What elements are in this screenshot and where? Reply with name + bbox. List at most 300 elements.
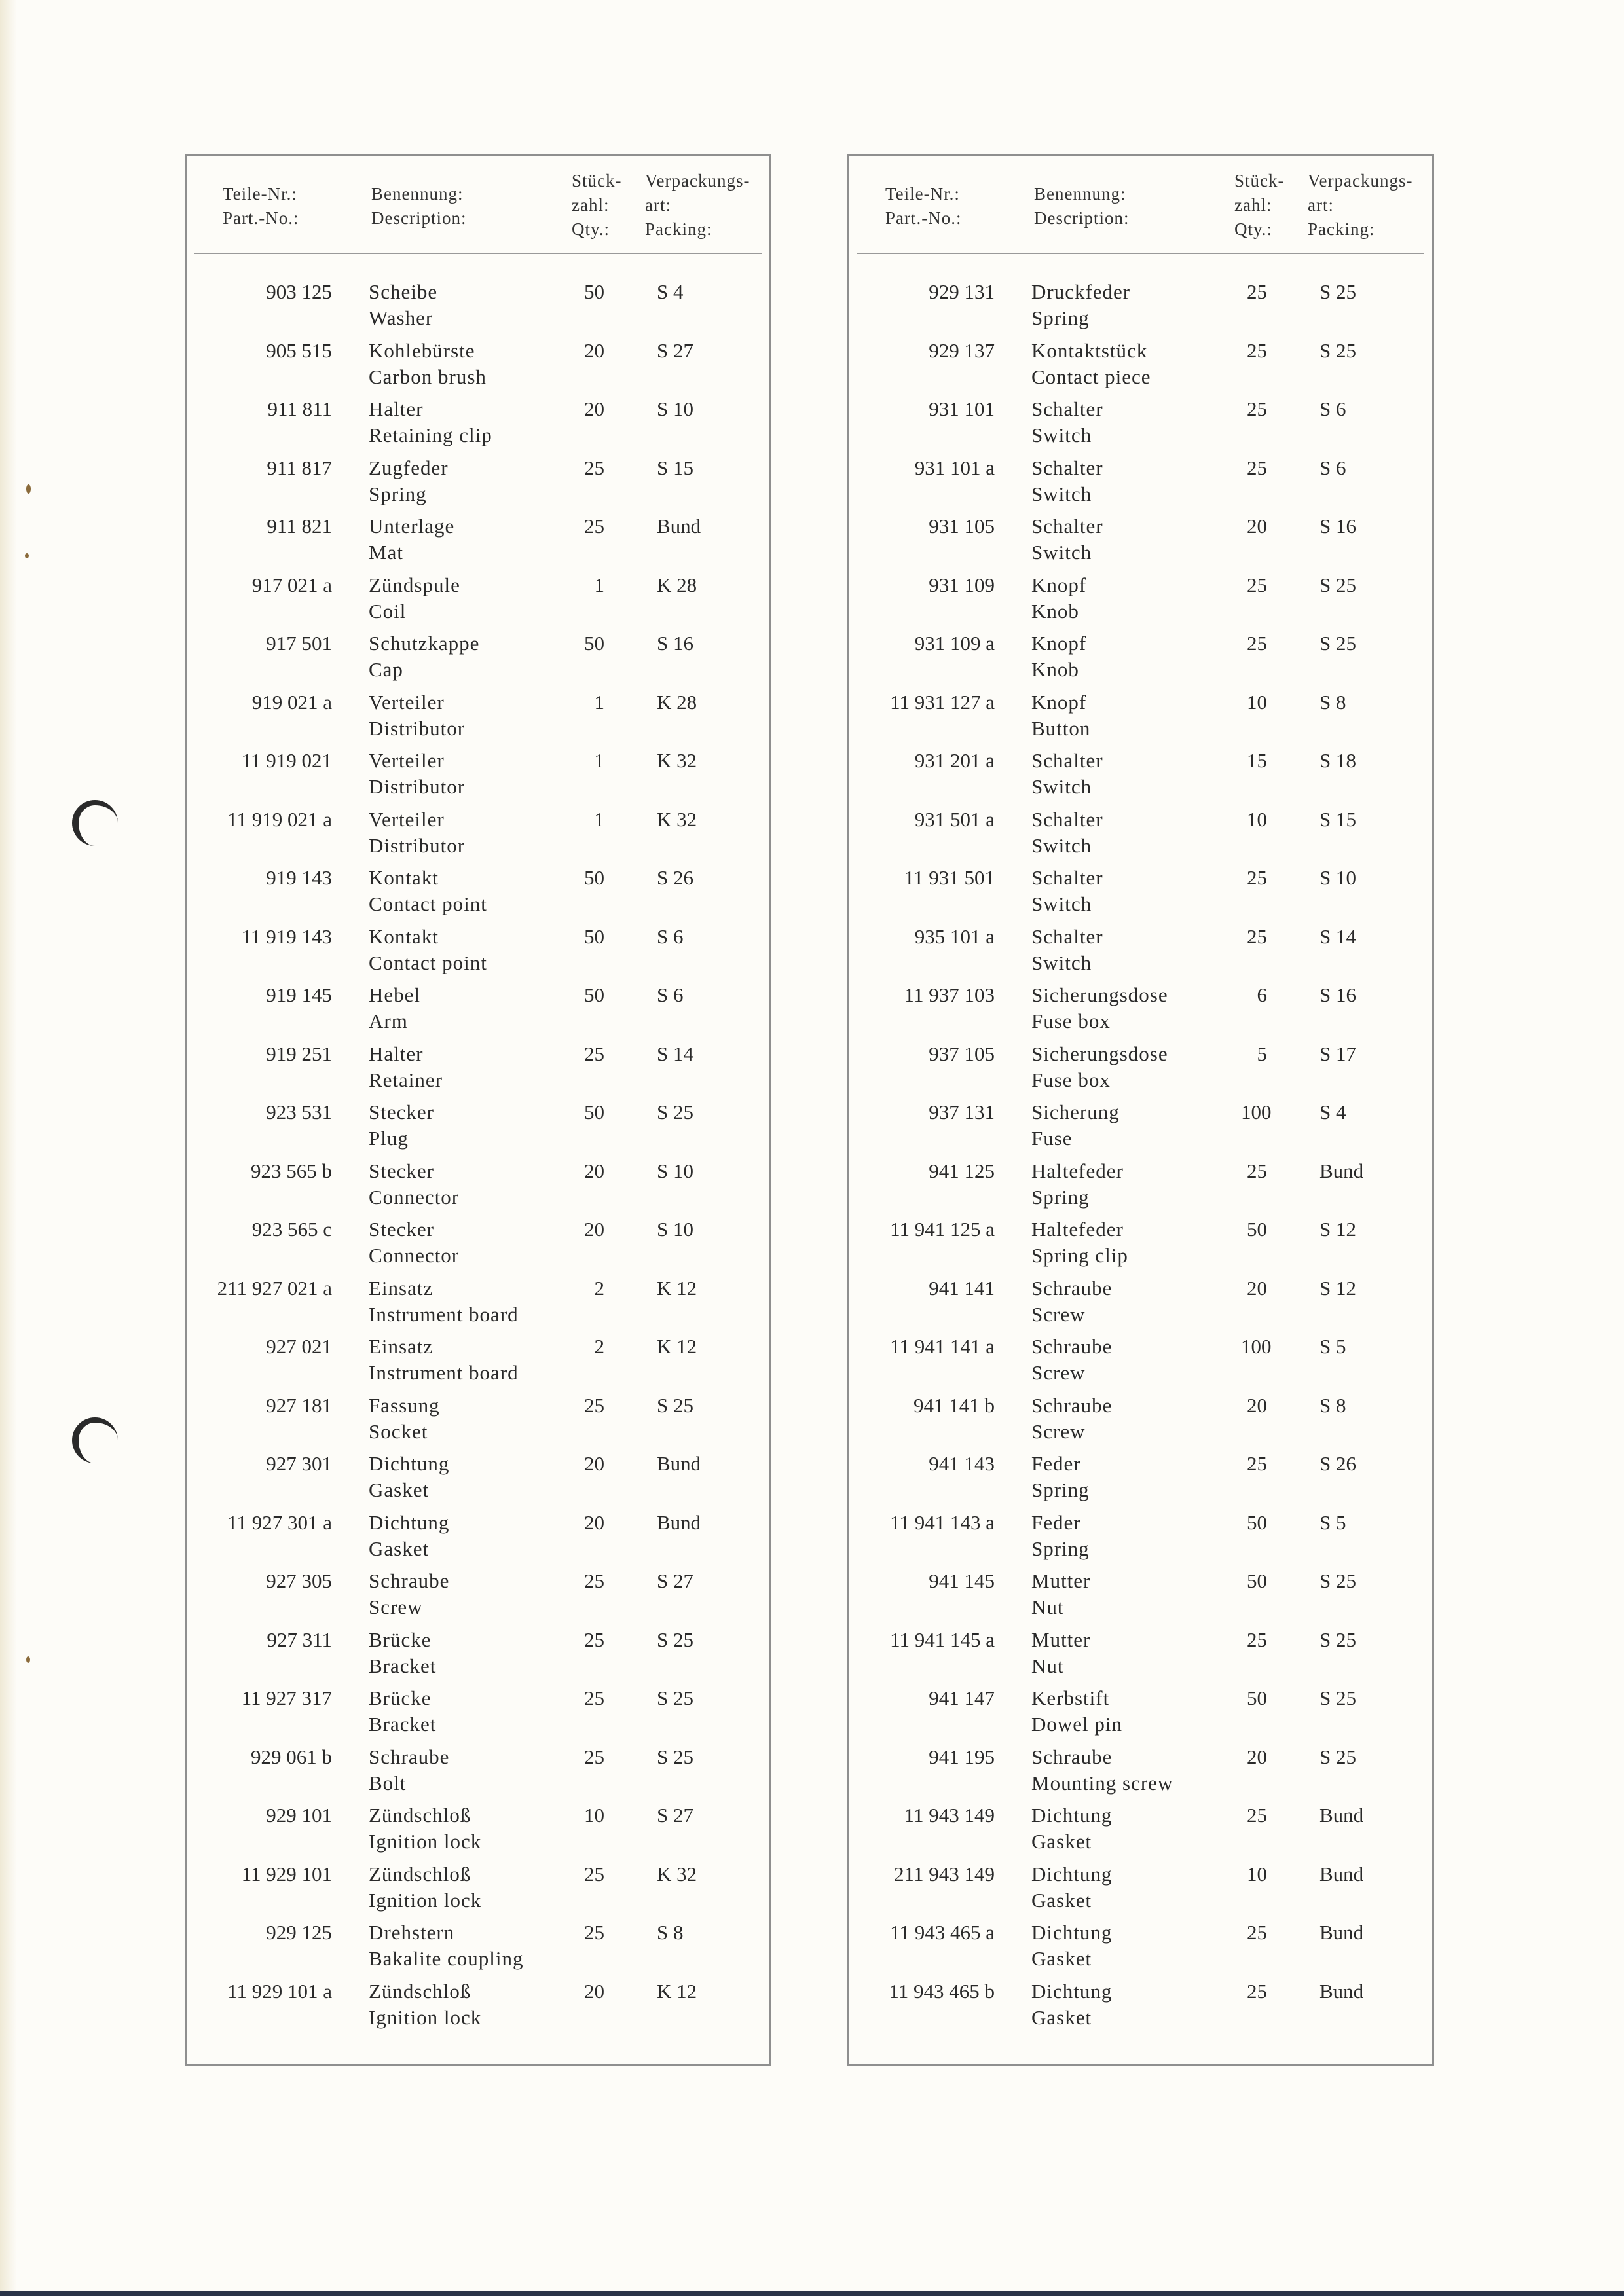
part-number: 927 305 (266, 1569, 332, 1592)
part-number: 919 251 (266, 1042, 332, 1065)
packing: S 25 (1320, 573, 1356, 596)
packing: K 12 (657, 1335, 697, 1358)
table-row (187, 865, 769, 924)
header-qty-label-3: Qty.: (572, 219, 610, 239)
description-en: Ignition lock (369, 1830, 482, 1853)
description-de: Schalter (1031, 515, 1103, 538)
quantity: 25 (584, 456, 604, 479)
quantity: 25 (584, 1686, 604, 1709)
description-de: Schraube (1031, 1276, 1113, 1300)
punch-hole-upper (72, 800, 118, 846)
description-de: Dichtung (369, 1510, 450, 1534)
description-de: Stecker (369, 1218, 434, 1241)
description (1031, 1627, 1247, 1679)
description (369, 1861, 585, 1914)
description (369, 1802, 585, 1855)
part-number: 931 501 a (914, 807, 995, 831)
quantity: 25 (1247, 338, 1267, 362)
packing: S 12 (1320, 1218, 1356, 1241)
quantity: 25 (584, 1921, 604, 1944)
description-de: Schalter (1031, 456, 1103, 479)
description-de: Schraube (369, 1569, 450, 1592)
packing: Bund (657, 515, 701, 538)
quantity: 50 (584, 1101, 604, 1123)
description (369, 279, 585, 331)
description (1031, 1568, 1247, 1620)
packing: K 28 (657, 690, 697, 714)
part-number: 931 101 a (914, 456, 995, 479)
table-row (849, 1099, 1432, 1158)
packing: K 12 (657, 1979, 697, 2003)
description-de: Knopf (1031, 573, 1087, 596)
packing: Bund (657, 1452, 701, 1475)
part-number: 211 927 021 a (217, 1276, 332, 1300)
quantity: 10 (1247, 1862, 1267, 1886)
quantity: 50 (584, 866, 604, 889)
packing: S 25 (1320, 1628, 1356, 1651)
quantity: 10 (584, 1804, 604, 1827)
quantity: 1 (594, 573, 604, 596)
packing: S 25 (1320, 280, 1356, 303)
description-de: Druckfeder (1031, 280, 1131, 303)
parts-table-right (847, 154, 1434, 2066)
part-number: 911 821 (267, 515, 332, 538)
quantity: 25 (584, 1628, 604, 1651)
description-de: Brücke (369, 1628, 432, 1651)
packing: S 16 (1320, 983, 1356, 1006)
part-number: 11 919 143 (241, 924, 332, 948)
part-number: 927 301 (266, 1452, 332, 1475)
description-de: Verteiler (369, 690, 445, 714)
packing: S 25 (1320, 632, 1356, 655)
part-number: 941 125 (929, 1159, 995, 1182)
description-de: Zündschloß (369, 1862, 471, 1886)
part-number: 11 937 103 (904, 983, 995, 1006)
packing: S 8 (1320, 1393, 1346, 1417)
description-de: Schutzkappe (369, 632, 480, 655)
description (369, 455, 585, 507)
part-number: 931 201 a (914, 749, 995, 772)
description-de: Schraube (1031, 1745, 1113, 1768)
header-divider (194, 253, 762, 254)
header-pack-label-1: Verpackungs- (1308, 171, 1413, 191)
table-row (849, 1861, 1432, 1920)
packing: S 4 (1320, 1101, 1346, 1123)
quantity: 10 (1247, 807, 1267, 831)
header-packing (1308, 169, 1412, 242)
description-en: Instrument board (369, 1361, 519, 1384)
header-desc-label-de: Benennung: (371, 184, 464, 204)
part-number: 11 941 145 a (890, 1628, 995, 1651)
description-en: Cap (369, 658, 403, 681)
description-de: Verteiler (369, 749, 445, 772)
description (369, 630, 585, 683)
punch-hole-lower (72, 1417, 118, 1463)
packing: S 8 (1320, 690, 1346, 714)
header-pack-label-2: art: (645, 195, 671, 215)
description-de: Kontakt (369, 866, 439, 889)
description (369, 1393, 585, 1445)
table-row (849, 1627, 1432, 1686)
table-row (849, 1978, 1432, 2037)
part-number: 931 105 (929, 515, 995, 538)
packing: S 10 (657, 1159, 693, 1182)
description-de: Schraube (1031, 1335, 1113, 1358)
quantity: 25 (1247, 573, 1267, 596)
description-en: Distributor (369, 716, 466, 740)
description (1031, 807, 1247, 859)
description-en: Connector (369, 1244, 460, 1267)
table-row (849, 1685, 1432, 1744)
part-number: 911 811 (267, 397, 332, 420)
header-description (371, 182, 466, 230)
header-part-number (223, 182, 299, 230)
quantity: 50 (584, 924, 604, 948)
description-de: Mutter (1031, 1569, 1091, 1592)
quantity: 25 (1247, 1628, 1267, 1651)
description (1031, 1158, 1247, 1211)
part-number: 929 061 b (251, 1745, 332, 1768)
table-row (849, 807, 1432, 866)
description-en: Distributor (369, 775, 466, 798)
table-row (187, 1802, 769, 1861)
description-de: Dichtung (369, 1452, 450, 1475)
description-de: Knopf (1031, 632, 1087, 655)
quantity: 25 (1247, 924, 1267, 948)
part-number: 929 125 (266, 1921, 332, 1944)
description-en: Spring (369, 482, 427, 505)
description-de: Zugfeder (369, 456, 449, 479)
description (1031, 396, 1247, 448)
description-de: Zündschloß (369, 1804, 471, 1827)
description-en: Switch (1031, 951, 1092, 974)
part-number: 919 145 (266, 983, 332, 1006)
quantity: 20 (584, 1218, 604, 1241)
quantity: 1 (594, 749, 604, 772)
description-en: Switch (1031, 775, 1092, 798)
part-number: 11 927 317 (241, 1686, 332, 1709)
table-row (187, 1627, 769, 1686)
packing: S 25 (1320, 1745, 1356, 1768)
part-number: 931 109 (929, 573, 995, 596)
packing: S 10 (657, 397, 693, 420)
header-part-label-de: Teile-Nr.: (885, 184, 960, 204)
table-row (849, 1041, 1432, 1100)
description-de: Dichtung (1031, 1862, 1113, 1886)
description-en: Ignition lock (369, 2005, 482, 2029)
table-row (849, 455, 1432, 514)
description-en: Spring (1031, 1185, 1090, 1209)
description-en: Bakalite coupling (369, 1947, 524, 1970)
table-row (187, 1041, 769, 1100)
table-row (849, 689, 1432, 748)
packing: K 32 (657, 807, 697, 831)
table-row (849, 982, 1432, 1041)
header-quantity (572, 169, 622, 242)
table-row (849, 865, 1432, 924)
part-number: 919 143 (266, 866, 332, 889)
description-de: Dichtung (1031, 1979, 1113, 2003)
quantity: 50 (1247, 1686, 1267, 1709)
description-en: Retaining clip (369, 424, 492, 446)
part-number: 927 021 (266, 1335, 332, 1358)
table-row (849, 924, 1432, 983)
description-en: Screw (1031, 1361, 1086, 1384)
quantity: 25 (1247, 1804, 1267, 1827)
description (1031, 513, 1247, 566)
part-number: 941 145 (929, 1569, 995, 1592)
quantity: 20 (1247, 1393, 1267, 1417)
header-part-label-en: Part.-No.: (885, 208, 962, 228)
description (1031, 1802, 1247, 1855)
description-de: Zündschloß (369, 1979, 471, 2003)
part-number: 11 941 143 a (890, 1510, 995, 1534)
packing: S 16 (657, 632, 693, 655)
table-row (187, 1334, 769, 1393)
description-de: Fassung (369, 1393, 440, 1417)
description-en: Arm (369, 1010, 408, 1032)
quantity: 100 (1241, 1335, 1272, 1358)
packing: S 27 (657, 338, 693, 362)
quantity: 50 (584, 632, 604, 655)
part-number: 941 147 (929, 1686, 995, 1709)
header-part-number (885, 182, 961, 230)
table-row (187, 982, 769, 1041)
description-de: Sicherungsdose (1031, 983, 1168, 1006)
packing: S 6 (657, 924, 684, 948)
description (1031, 1216, 1247, 1269)
part-number: 917 501 (266, 632, 332, 655)
part-number: 923 565 c (251, 1218, 332, 1241)
header-part-label-de: Teile-Nr.: (223, 184, 297, 204)
packing: S 27 (657, 1804, 693, 1827)
packing: S 14 (1320, 924, 1356, 948)
description-de: Einsatz (369, 1335, 434, 1358)
table-row (187, 1451, 769, 1510)
packing: S 15 (657, 456, 693, 479)
description-en: Bracket (369, 1713, 437, 1736)
table-row (849, 1920, 1432, 1978)
description (369, 807, 585, 859)
rows-right (849, 279, 1432, 2037)
part-number: 929 131 (929, 280, 995, 303)
page-edge-shadow (0, 0, 17, 2296)
description-en: Carbon brush (369, 365, 487, 388)
header-divider (857, 253, 1424, 254)
table-row (849, 1744, 1432, 1803)
description (369, 1978, 585, 2031)
table-row (849, 1334, 1432, 1393)
packing: S 26 (657, 866, 693, 889)
description-en: Nut (1031, 1654, 1064, 1677)
table-row (849, 572, 1432, 631)
description-de: Schalter (1031, 807, 1103, 831)
description-de: Scheibe (369, 280, 438, 303)
quantity: 20 (1247, 1276, 1267, 1300)
part-number: 11 943 465 b (889, 1979, 995, 2003)
packing: S 5 (1320, 1335, 1346, 1358)
scan-bottom-edge (0, 2291, 1624, 2296)
description-en: Mounting screw (1031, 1771, 1173, 1795)
part-number: 927 181 (266, 1393, 332, 1417)
description (1031, 1451, 1247, 1503)
header-description (1034, 182, 1129, 230)
description (369, 572, 585, 625)
description-de: Sicherung (1031, 1101, 1120, 1123)
description (369, 1744, 585, 1796)
description-de: Stecker (369, 1159, 434, 1182)
description-de: Schalter (1031, 397, 1103, 420)
header-desc-label-en: Description: (371, 208, 467, 228)
quantity: 25 (1247, 1979, 1267, 2003)
header-pack-label-3: Packing: (1308, 219, 1375, 239)
table-row (849, 279, 1432, 338)
packing: S 17 (1320, 1042, 1356, 1065)
description (1031, 748, 1247, 800)
quantity: 25 (1247, 1159, 1267, 1182)
description (369, 1334, 585, 1386)
description (369, 338, 585, 390)
description-de: Kontaktstück (1031, 338, 1148, 362)
quantity: 25 (1247, 456, 1267, 479)
description (1031, 1041, 1247, 1093)
description-de: Dichtung (1031, 1921, 1113, 1944)
table-row (849, 748, 1432, 807)
part-number: 917 021 a (251, 573, 332, 596)
table-row (187, 924, 769, 983)
paper-speck (26, 1656, 30, 1663)
part-number: 11 931 127 a (890, 690, 995, 714)
description (369, 1099, 585, 1152)
packing: Bund (1320, 1862, 1364, 1886)
part-number: 11 941 141 a (890, 1335, 995, 1358)
description (369, 982, 585, 1034)
description-de: Halter (369, 1042, 424, 1065)
quantity: 25 (1247, 1452, 1267, 1475)
quantity: 15 (1247, 749, 1267, 772)
packing: S 6 (1320, 397, 1346, 420)
part-number: 941 143 (929, 1452, 995, 1475)
description-en: Contact point (369, 892, 487, 915)
table-row (849, 513, 1432, 572)
description (369, 1158, 585, 1211)
parts-table-left (185, 154, 771, 2066)
description-en: Washer (369, 306, 434, 329)
description-de: Schalter (1031, 749, 1103, 772)
description (1031, 455, 1247, 507)
description (1031, 338, 1247, 390)
table-row (187, 279, 769, 338)
description-en: Spring (1031, 306, 1090, 329)
packing: S 4 (657, 280, 684, 303)
table-row (187, 807, 769, 866)
description-en: Gasket (1031, 1888, 1092, 1912)
header-pack-label-1: Verpackungs- (645, 171, 750, 191)
quantity: 6 (1257, 983, 1267, 1006)
header-quantity (1234, 169, 1285, 242)
table-row (187, 1861, 769, 1920)
quantity: 20 (584, 338, 604, 362)
description-en: Retainer (369, 1068, 443, 1091)
part-number: 937 105 (929, 1042, 995, 1065)
description-en: Spring clip (1031, 1244, 1128, 1267)
quantity: 20 (584, 1452, 604, 1475)
table-row (849, 1393, 1432, 1451)
packing: S 6 (657, 983, 684, 1006)
rows-left (187, 279, 769, 2037)
quantity: 50 (1247, 1569, 1267, 1592)
description-de: Stecker (369, 1101, 434, 1123)
table-row (849, 1802, 1432, 1861)
part-number: 937 131 (929, 1101, 995, 1123)
description-en: Gasket (1031, 1947, 1092, 1970)
description (1031, 279, 1247, 331)
table-row (187, 1685, 769, 1744)
quantity: 25 (1247, 1921, 1267, 1944)
packing: K 32 (657, 1862, 697, 1886)
description (369, 689, 585, 742)
description-de: Schalter (1031, 866, 1103, 889)
description-en: Nut (1031, 1595, 1064, 1618)
description-en: Switch (1031, 892, 1092, 915)
table-row (187, 1568, 769, 1627)
part-number: 923 531 (266, 1101, 332, 1123)
packing: K 32 (657, 749, 697, 772)
description (369, 1685, 585, 1738)
description (1031, 1275, 1247, 1328)
part-number: 919 021 a (251, 690, 332, 714)
description (1031, 1744, 1247, 1796)
part-number: 927 311 (267, 1628, 332, 1651)
table-row (187, 1920, 769, 1978)
quantity: 25 (584, 515, 604, 538)
description-de: Hebel (369, 983, 421, 1006)
table-row (187, 1275, 769, 1334)
packing: S 8 (657, 1921, 684, 1944)
part-number: 11 919 021 (241, 749, 332, 772)
description-de: Knopf (1031, 690, 1087, 714)
quantity: 20 (584, 1159, 604, 1182)
description-de: Kontakt (369, 924, 439, 948)
description (1031, 1099, 1247, 1152)
table-row (187, 572, 769, 631)
description-de: Kerbstift (1031, 1686, 1110, 1709)
quantity: 50 (1247, 1510, 1267, 1534)
quantity: 25 (1247, 866, 1267, 889)
packing: S 27 (657, 1569, 693, 1592)
quantity: 50 (584, 983, 604, 1006)
table-row (849, 338, 1432, 397)
description-de: Kohlebürste (369, 338, 475, 362)
description-en: Screw (369, 1595, 423, 1618)
description-en: Connector (369, 1185, 460, 1209)
description-en: Gasket (1031, 2005, 1092, 2029)
quantity: 5 (1257, 1042, 1267, 1065)
description (369, 924, 585, 976)
description-en: Distributor (369, 833, 466, 857)
description-de: Verteiler (369, 807, 445, 831)
table-row (187, 338, 769, 397)
part-number: 11 943 465 a (890, 1921, 995, 1944)
description-en: Spring (1031, 1478, 1090, 1501)
packing: S 25 (1320, 1569, 1356, 1592)
description-en: Fuse box (1031, 1068, 1111, 1091)
packing: S 16 (1320, 515, 1356, 538)
description-de: Zündspule (369, 573, 460, 596)
description-en: Switch (1031, 541, 1092, 564)
part-number: 11 941 125 a (890, 1218, 995, 1241)
paper-speck (25, 553, 29, 558)
